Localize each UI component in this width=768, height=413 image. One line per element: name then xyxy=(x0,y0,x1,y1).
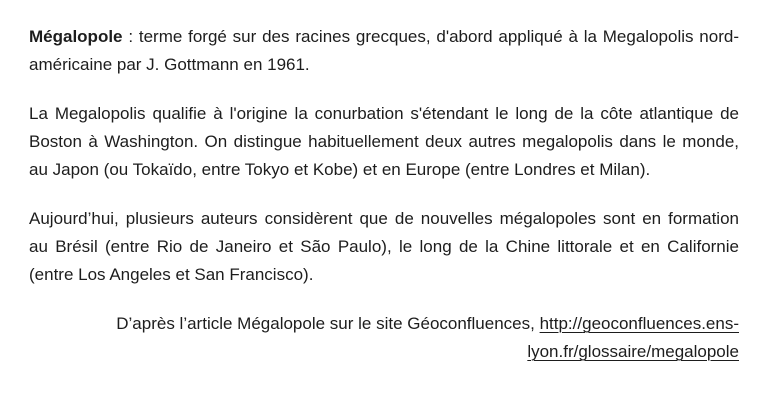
source-link-part2: geoconfluences.ens-lyon.fr/glossaire/megalopole xyxy=(527,314,739,361)
term-megalopole: Mégalopole xyxy=(29,27,123,46)
paragraph-today: Aujourd’hui, plusieurs auteurs considèrent que de nouvelles mégalopoles sont en formation au Brésil (entre Rio de Janeiro et São Paulo), le long de la Chine littorale et en Californie (entre Los Angeles et San Francisco). xyxy=(29,209,739,284)
paragraph-origin: La Megalopolis qualifie à l'origine la conurbation s'étendant le long de la côte atlantique de Boston à Washington. On distingue habituellement deux autres megalopolis dans le monde, au Japon (ou Tokaïdo, entre Tokyo et Kobe) et en Europe (entre Londres et Milan). xyxy=(29,104,739,179)
source-link-part1: http:// xyxy=(539,314,583,333)
source-link[interactable] xyxy=(527,314,739,361)
definition-text: : terme forgé sur des racines grecques, d'abord appliqué à la Megalopolis nord-américaine par J. Gottmann en 1961. xyxy=(29,27,739,74)
source-attribution xyxy=(29,310,739,366)
paragraph-definition xyxy=(29,23,739,79)
source-text: D’après l’article Mégalopole sur le site Géoconfluences, xyxy=(116,314,540,333)
